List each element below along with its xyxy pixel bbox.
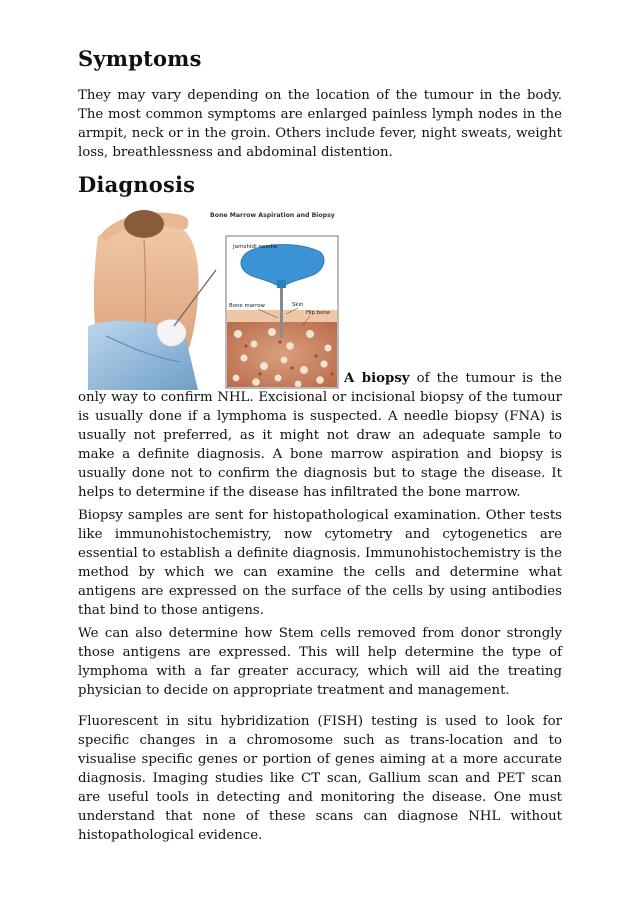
- biopsy-term: A biopsy: [344, 371, 410, 386]
- bone-marrow-biopsy-illustration: [88, 206, 344, 390]
- biopsy-paragraph: [78, 369, 562, 502]
- label-hip-bone: Hip bone: [306, 310, 331, 316]
- diagnosis-heading: Diagnosis: [78, 172, 196, 197]
- symptoms-paragraph: They may vary depending on the location of the tumour in the body. The most common symptoms are enlarged painless lymph nodes in the armpit, neck or in the groin. Others include fever, night sweats, weight loss, breathlessness and abdominal distention.: [78, 88, 562, 160]
- label-bone-marrow: Bone marrow: [229, 303, 265, 309]
- label-skin: Skin: [292, 302, 304, 308]
- label-jamshidi-needle: Jamshidi needle: [233, 244, 278, 250]
- fish-imaging-paragraph: Fluorescent in situ hybridization (FISH) testing is used to look for specific changes in a chromosome such as trans-location and to visualise specific genes or portion of genes aiming at a more accurate diagnosis. Imaging studies like CT scan, Gallium scan and PET scan are useful tools in detecting and monitoring the disease. One must understand that none of these scans can diagnose NHL without histopathological evidence.: [78, 714, 562, 843]
- figure-title: Bone Marrow Aspiration and Biopsy: [210, 212, 335, 219]
- biopsy-paragraph-text: of the tumour is the only way to confirm NHL. Excisional or incisional biopsy of the tumour is usually done if a lymphoma is suspected. A needle biopsy (FNA) is usually not preferred, as it might not draw an adequate sample to make a definite diagnosis. A bone marrow aspiration and biopsy is usually done not to confirm the diagnosis but to stage the disease. It helps to determine if the disease has infiltrated the bone marrow.: [78, 371, 562, 500]
- histopathology-paragraph: Biopsy samples are sent for histopathological examination. Other tests like immunohistochemistry, now cytometry and cytogenetics are essential to establish a definite diagnosis. Immunohistochemistry is the method by which we can examine the cells and determine what antigens are expressed on the surface of the cells by using antibodies that bind to those antigens.: [78, 508, 562, 618]
- stem-cells-paragraph: We can also determine how Stem cells removed from donor strongly those antigens are expressed. This will help determine the type of lymphoma with a far greater accuracy, which will aid the treating physician to decide on appropriate treatment and management.: [78, 626, 562, 698]
- symptoms-heading: Symptoms: [78, 46, 202, 71]
